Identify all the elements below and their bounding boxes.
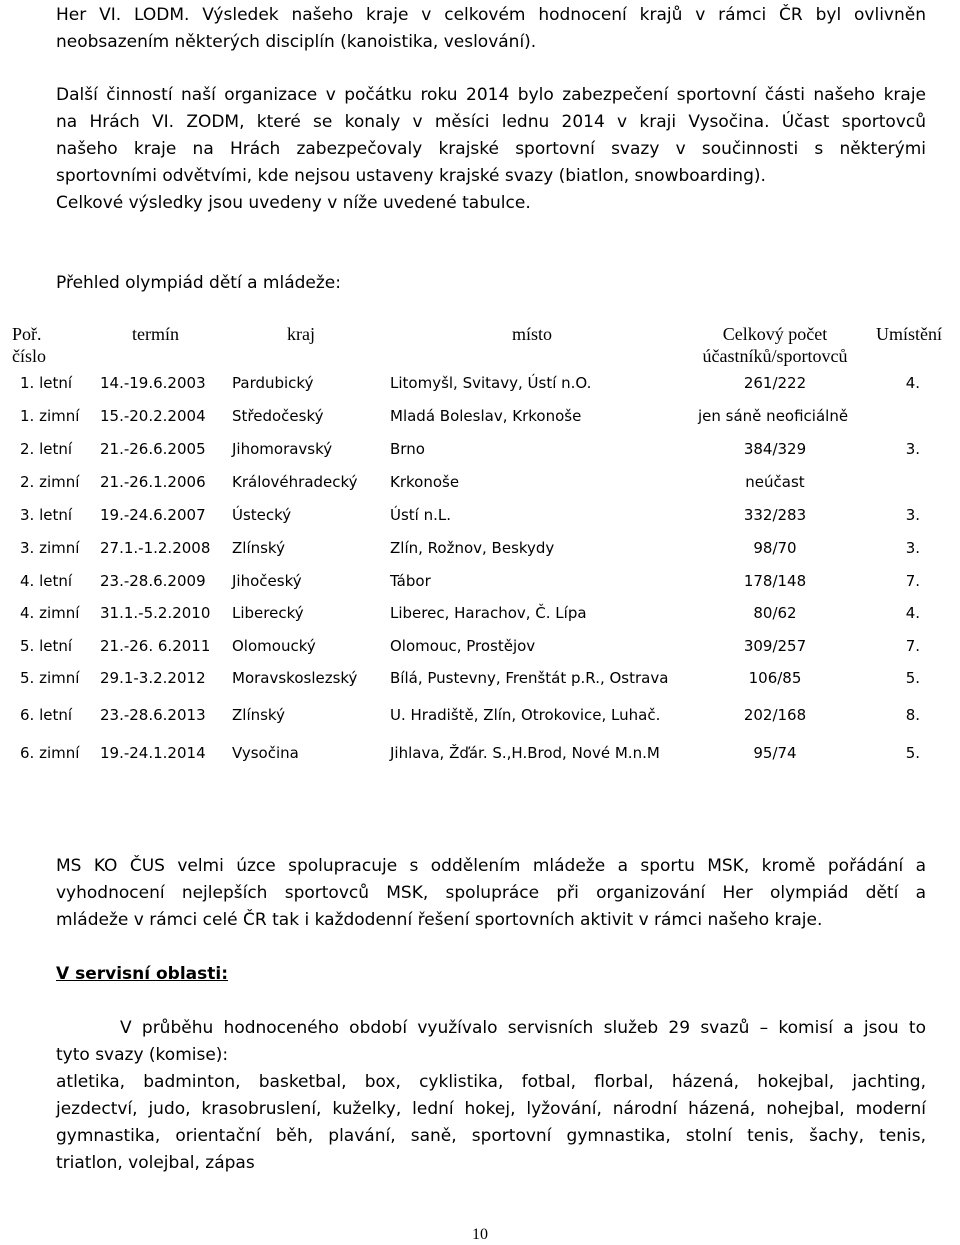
- intro-line-2: neobsazením některých disciplín (kanoistika, veslování).: [56, 32, 537, 52]
- cell-misto: Jihlava, Žďár. S.,H.Brod, Nové M.n.M: [390, 744, 660, 762]
- header-por-line1: Poř.: [12, 324, 42, 344]
- cell-por: 2. letní: [20, 440, 73, 458]
- header-kraj: kraj: [287, 324, 315, 344]
- cell-misto: U. Hradiště, Zlín, Otrokovice, Luhač.: [390, 706, 661, 724]
- cell-umisteni: 4.: [905, 374, 920, 392]
- cell-por: 3. zimní: [20, 539, 80, 557]
- cell-kraj: Pardubický: [232, 374, 314, 392]
- section-heading: V servisní oblasti:: [56, 964, 229, 984]
- cell-por: 5. zimní: [20, 669, 80, 687]
- cell-umisteni: 3.: [905, 539, 920, 557]
- cell-por: 6. zimní: [20, 744, 80, 762]
- cell-umisteni: 5.: [905, 744, 920, 762]
- cell-misto: Liberec, Harachov, Č. Lípa: [390, 604, 587, 622]
- cell-termin: 29.1-3.2.2012: [100, 669, 206, 687]
- cell-por: 3. letní: [20, 506, 73, 524]
- para2-line-2: na Hrách VI. ZODM, které se konaly v měsíci lednu 2014 v kraji Vysočina. Účast sportovců: [56, 112, 926, 132]
- cell-pocet: 178/148: [743, 572, 807, 590]
- cell-pocet: 80/62: [753, 604, 797, 622]
- cell-misto: Mladá Boleslav, Krkonoše: [390, 407, 582, 425]
- cell-termin: 15.-20.2.2004: [100, 407, 206, 425]
- para4-line-6: triatlon, volejbal, zápas: [56, 1153, 255, 1173]
- cell-kraj: Středočeský: [232, 407, 324, 425]
- cell-kraj: Zlínský: [232, 706, 285, 724]
- cell-termin: 23.-28.6.2009: [100, 572, 206, 590]
- table-title: Přehled olympiád dětí a mládeže:: [56, 273, 341, 293]
- cell-umisteni: 7.: [905, 637, 920, 655]
- para2-line-3: našeho kraje na Hrách zabezpečovaly krajské sportovní svazy v součinnosti s některými: [56, 139, 926, 159]
- para2-line-1: Další činností naší organizace v počátku roku 2014 bylo zabezpečení sportovní části našeho kraje: [56, 85, 926, 105]
- cell-misto: Brno: [390, 440, 425, 458]
- cell-por: 5. letní: [20, 637, 73, 655]
- cell-misto: Olomouc, Prostějov: [390, 637, 536, 655]
- cell-umisteni: 4.: [905, 604, 920, 622]
- para2-line-5: Celkové výsledky jsou uvedeny v níže uvedené tabulce.: [56, 193, 531, 213]
- cell-kraj: Královéhradecký: [232, 473, 358, 491]
- para3-line-3: mládeže v rámci celé ČR tak i každodenní řešení sportovních aktivit v rámci našeho kraje.: [56, 910, 823, 930]
- cell-pocet: 261/222: [743, 374, 807, 392]
- cell-termin: 31.1.-5.2.2010: [100, 604, 211, 622]
- para4-line-1: V průběhu hodnoceného období využívalo servisních služeb 29 svazů – komisí a jsou to: [120, 1018, 926, 1038]
- cell-termin: 21.-26.6.2005: [100, 440, 206, 458]
- cell-umisteni: 8.: [905, 706, 920, 724]
- intro-line-1: Her VI. LODM. Výsledek našeho kraje v celkovém hodnocení krajů v rámci ČR byl ovlivněn: [56, 5, 926, 25]
- cell-por: 1. letní: [20, 374, 73, 392]
- para4-line-4: jezdectví, judo, krasobruslení, kuželky, lední hokej, lyžování, národní házená, nohejbal, moderní: [56, 1099, 926, 1119]
- para4-line-2: tyto svazy (komise):: [56, 1045, 229, 1065]
- para4-line-5: gymnastika, orientační běh, plavání, saně, sportovní gymnastika, stolní tenis, šachy, tenis,: [56, 1126, 926, 1146]
- cell-pocet: 332/283: [743, 506, 807, 524]
- cell-misto: Litomyšl, Svitavy, Ústí n.O.: [390, 374, 592, 392]
- para3-line-1: MS KO ČUS velmi úzce spolupracuje s oddělením mládeže a sportu MSK, kromě pořádání a: [56, 856, 926, 876]
- cell-termin: 27.1.-1.2.2008: [100, 539, 211, 557]
- cell-kraj: Olomoucký: [232, 637, 316, 655]
- cell-pocet: 202/168: [743, 706, 807, 724]
- cell-termin: 21.-26.1.2006: [100, 473, 206, 491]
- cell-termin: 21.-26. 6.2011: [100, 637, 211, 655]
- cell-kraj: Liberecký: [232, 604, 304, 622]
- cell-termin: 23.-28.6.2013: [100, 706, 206, 724]
- cell-termin: 19.-24.6.2007: [100, 506, 206, 524]
- cell-pocet: 384/329: [743, 440, 807, 458]
- cell-pocet: neúčast: [745, 473, 805, 491]
- cell-misto: Ústí n.L.: [390, 506, 452, 524]
- header-misto: místo: [512, 324, 553, 344]
- cell-por: 1. zimní: [20, 407, 80, 425]
- cell-termin: 14.-19.6.2003: [100, 374, 206, 392]
- header-umisteni: Umístění: [876, 324, 942, 344]
- page-number: 10: [472, 1226, 488, 1243]
- cell-kraj: Jihomoravský: [232, 440, 333, 458]
- cell-umisteni: 3.: [905, 440, 920, 458]
- para2-line-4: sportovními odvětvími, kde nejsou ustaveny krajské svazy (biatlon, snowboarding).: [56, 166, 766, 186]
- cell-misto: Tábor: [390, 572, 431, 590]
- cell-por: 4. zimní: [20, 604, 80, 622]
- cell-pocet: jen sáně neoficiálně: [698, 407, 849, 425]
- header-pocet-line2: účastníků/sportovců: [702, 346, 848, 366]
- cell-kraj: Jihočeský: [232, 572, 302, 590]
- header-termin: termín: [132, 324, 179, 344]
- cell-pocet: 106/85: [748, 669, 802, 687]
- cell-misto: Krkonoše: [390, 473, 460, 491]
- para3-line-2: vyhodnocení nejlepších sportovců MSK, spolupráce při organizování Her olympiád dětí a: [56, 883, 926, 903]
- cell-kraj: Moravskoslezský: [232, 669, 358, 687]
- header-por-line2: číslo: [12, 346, 46, 366]
- cell-kraj: Vysočina: [232, 744, 299, 762]
- cell-misto: Bílá, Pustevny, Frenštát p.R., Ostrava: [390, 669, 669, 687]
- cell-por: 6. letní: [20, 706, 73, 724]
- cell-umisteni: 7.: [905, 572, 920, 590]
- cell-kraj: Zlínský: [232, 539, 285, 557]
- cell-por: 2. zimní: [20, 473, 80, 491]
- cell-termin: 19.-24.1.2014: [100, 744, 206, 762]
- header-pocet-line1: Celkový počet: [722, 324, 828, 344]
- cell-pocet: 98/70: [753, 539, 797, 557]
- para4-line-3: atletika, badminton, basketbal, box, cyklistika, fotbal, florbal, házená, hokejbal, jachting,: [56, 1072, 926, 1092]
- cell-por: 4. letní: [20, 572, 73, 590]
- cell-umisteni: 3.: [905, 506, 920, 524]
- cell-kraj: Ústecký: [232, 506, 292, 524]
- cell-misto: Zlín, Rožnov, Beskydy: [390, 539, 555, 557]
- cell-umisteni: 5.: [905, 669, 920, 687]
- cell-pocet: 95/74: [753, 744, 797, 762]
- cell-pocet: 309/257: [743, 637, 807, 655]
